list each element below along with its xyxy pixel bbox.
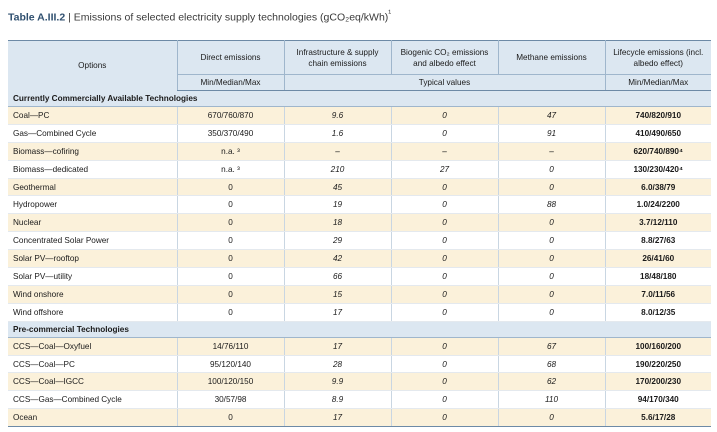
- title-separator: |: [65, 11, 74, 24]
- cell-methane: 0: [498, 160, 605, 178]
- cell-infra: 42: [284, 250, 391, 268]
- cell-direct: 14/76/110: [177, 337, 284, 355]
- cell-methane: 47: [498, 107, 605, 125]
- cell-option: Coal—PC: [8, 107, 177, 125]
- section-title: Pre-commercial Technologies: [8, 321, 711, 337]
- cell-option: CCS—Coal—IGCC: [8, 373, 177, 391]
- table-row: [8, 391, 711, 409]
- cell-option: Geothermal: [8, 178, 177, 196]
- cell-option: CCS—Coal—Oxyfuel: [8, 337, 177, 355]
- cell-biogenic: 0: [391, 409, 498, 427]
- cell-direct: 0: [177, 196, 284, 214]
- cell-lifecycle: 6.0/38/79: [605, 178, 711, 196]
- cell-direct: 670/760/870: [177, 107, 284, 125]
- cell-infra: 19: [284, 196, 391, 214]
- cell-option: Biomass—cofiring: [8, 142, 177, 160]
- cell-direct: 0: [177, 409, 284, 427]
- cell-methane: 0: [498, 232, 605, 250]
- cell-lifecycle: 26/41/60: [605, 250, 711, 268]
- table-label: Table A.III.2: [8, 11, 66, 24]
- cell-biogenic: 0: [391, 391, 498, 409]
- cell-lifecycle: 8.8/27/63: [605, 232, 711, 250]
- cell-methane: 0: [498, 303, 605, 321]
- cell-option: Solar PV—utility: [8, 268, 177, 286]
- cell-infra: 9.6: [284, 107, 391, 125]
- cell-methane: 0: [498, 214, 605, 232]
- cell-biogenic: 0: [391, 214, 498, 232]
- cell-infra: 8.9: [284, 391, 391, 409]
- table-row: [8, 355, 711, 373]
- subheader-typical: Typical values: [284, 75, 605, 91]
- cell-direct: 30/57/98: [177, 391, 284, 409]
- section-title: Currently Commercially Available Technologies: [8, 91, 711, 107]
- cell-direct: n.a. ³: [177, 142, 284, 160]
- table-row: [8, 178, 711, 196]
- table-row: [8, 107, 711, 125]
- cell-lifecycle: 1.0/24/2200: [605, 196, 711, 214]
- cell-infra: 9.9: [284, 373, 391, 391]
- cell-direct: 350/370/490: [177, 124, 284, 142]
- header-row: [8, 41, 711, 75]
- header-direct: Direct emissions: [177, 41, 284, 75]
- cell-direct: 0: [177, 285, 284, 303]
- cell-methane: 67: [498, 337, 605, 355]
- cell-direct: 0: [177, 303, 284, 321]
- table-row: [8, 285, 711, 303]
- cell-biogenic: 0: [391, 250, 498, 268]
- table-row: [8, 373, 711, 391]
- cell-lifecycle: 740/820/910: [605, 107, 711, 125]
- cell-direct: 0: [177, 268, 284, 286]
- cell-option: Nuclear: [8, 214, 177, 232]
- cell-infra: 29: [284, 232, 391, 250]
- cell-infra: –: [284, 142, 391, 160]
- cell-lifecycle: 18/48/180: [605, 268, 711, 286]
- cell-direct: 0: [177, 232, 284, 250]
- emissions-table: [8, 40, 711, 427]
- cell-direct: n.a. ³: [177, 160, 284, 178]
- cell-biogenic: 0: [391, 196, 498, 214]
- cell-infra: 15: [284, 285, 391, 303]
- cell-option: Hydropower: [8, 196, 177, 214]
- cell-methane: 0: [498, 409, 605, 427]
- cell-biogenic: 0: [391, 355, 498, 373]
- cell-lifecycle: 7.0/11/56: [605, 285, 711, 303]
- cell-biogenic: 0: [391, 178, 498, 196]
- cell-biogenic: 0: [391, 107, 498, 125]
- cell-biogenic: 0: [391, 303, 498, 321]
- cell-lifecycle: 3.7/12/110: [605, 214, 711, 232]
- cell-methane: 88: [498, 196, 605, 214]
- cell-methane: 0: [498, 285, 605, 303]
- header-lifecycle: Lifecycle emissions (incl. albedo effect): [605, 41, 711, 75]
- cell-methane: 91: [498, 124, 605, 142]
- cell-direct: 0: [177, 178, 284, 196]
- cell-lifecycle: 410/490/650: [605, 124, 711, 142]
- table-row: [8, 303, 711, 321]
- header-biogenic: Biogenic CO₂ emissions and albedo effect: [391, 41, 498, 75]
- cell-option: CCS—Coal—PC: [8, 355, 177, 373]
- cell-methane: 62: [498, 373, 605, 391]
- cell-infra: 18: [284, 214, 391, 232]
- title-footnote: ¹: [388, 8, 392, 18]
- subheader-direct: Min/Median/Max: [177, 75, 284, 91]
- cell-methane: 0: [498, 268, 605, 286]
- header-options: Options: [8, 41, 177, 91]
- cell-biogenic: 0: [391, 124, 498, 142]
- table-row: [8, 142, 711, 160]
- table-body: [8, 91, 711, 427]
- table-row: [8, 337, 711, 355]
- cell-methane: 68: [498, 355, 605, 373]
- header-methane: Methane emissions: [498, 41, 605, 75]
- cell-infra: 17: [284, 337, 391, 355]
- cell-methane: 110: [498, 391, 605, 409]
- cell-direct: 100/120/150: [177, 373, 284, 391]
- cell-methane: 0: [498, 178, 605, 196]
- cell-option: Gas—Combined Cycle: [8, 124, 177, 142]
- table-row: [8, 250, 711, 268]
- cell-biogenic: 0: [391, 268, 498, 286]
- cell-lifecycle: 94/170/340: [605, 391, 711, 409]
- cell-option: Ocean: [8, 409, 177, 427]
- section-header-row: [8, 91, 711, 107]
- cell-biogenic: 0: [391, 373, 498, 391]
- cell-option: Solar PV—rooftop: [8, 250, 177, 268]
- cell-lifecycle: 8.0/12/35: [605, 303, 711, 321]
- cell-lifecycle: 100/160/200: [605, 337, 711, 355]
- header-infrastructure: Infrastructure & supply chain emissions: [284, 41, 391, 75]
- cell-lifecycle: 130/230/420⁴: [605, 160, 711, 178]
- table-row: [8, 160, 711, 178]
- cell-lifecycle: 190/220/250: [605, 355, 711, 373]
- table-row: [8, 409, 711, 427]
- table-caption: Emissions of selected electricity supply technologies (gCO₂eq/kWh): [73, 11, 389, 24]
- cell-lifecycle: 5.6/17/28: [605, 409, 711, 427]
- cell-direct: 95/120/140: [177, 355, 284, 373]
- table-row: [8, 232, 711, 250]
- cell-option: Wind offshore: [8, 303, 177, 321]
- cell-infra: 45: [284, 178, 391, 196]
- cell-infra: 1.6: [284, 124, 391, 142]
- cell-methane: 0: [498, 250, 605, 268]
- subheader-lifecycle: Min/Median/Max: [605, 75, 711, 91]
- cell-biogenic: 27: [391, 160, 498, 178]
- cell-option: Concentrated Solar Power: [8, 232, 177, 250]
- cell-biogenic: 0: [391, 285, 498, 303]
- table-title: [8, 8, 391, 24]
- cell-biogenic: 0: [391, 337, 498, 355]
- table-row: [8, 124, 711, 142]
- cell-infra: 17: [284, 409, 391, 427]
- cell-infra: 28: [284, 355, 391, 373]
- cell-direct: 0: [177, 214, 284, 232]
- table-row: [8, 268, 711, 286]
- cell-option: Wind onshore: [8, 285, 177, 303]
- cell-biogenic: 0: [391, 232, 498, 250]
- cell-infra: 66: [284, 268, 391, 286]
- cell-infra: 210: [284, 160, 391, 178]
- cell-methane: –: [498, 142, 605, 160]
- cell-lifecycle: 170/200/230: [605, 373, 711, 391]
- section-header-row: [8, 321, 711, 337]
- cell-option: Biomass—dedicated: [8, 160, 177, 178]
- cell-direct: 0: [177, 250, 284, 268]
- table-row: [8, 196, 711, 214]
- cell-lifecycle: 620/740/890⁴: [605, 142, 711, 160]
- cell-infra: 17: [284, 303, 391, 321]
- cell-biogenic: –: [391, 142, 498, 160]
- table-row: [8, 214, 711, 232]
- cell-option: CCS—Gas—Combined Cycle: [8, 391, 177, 409]
